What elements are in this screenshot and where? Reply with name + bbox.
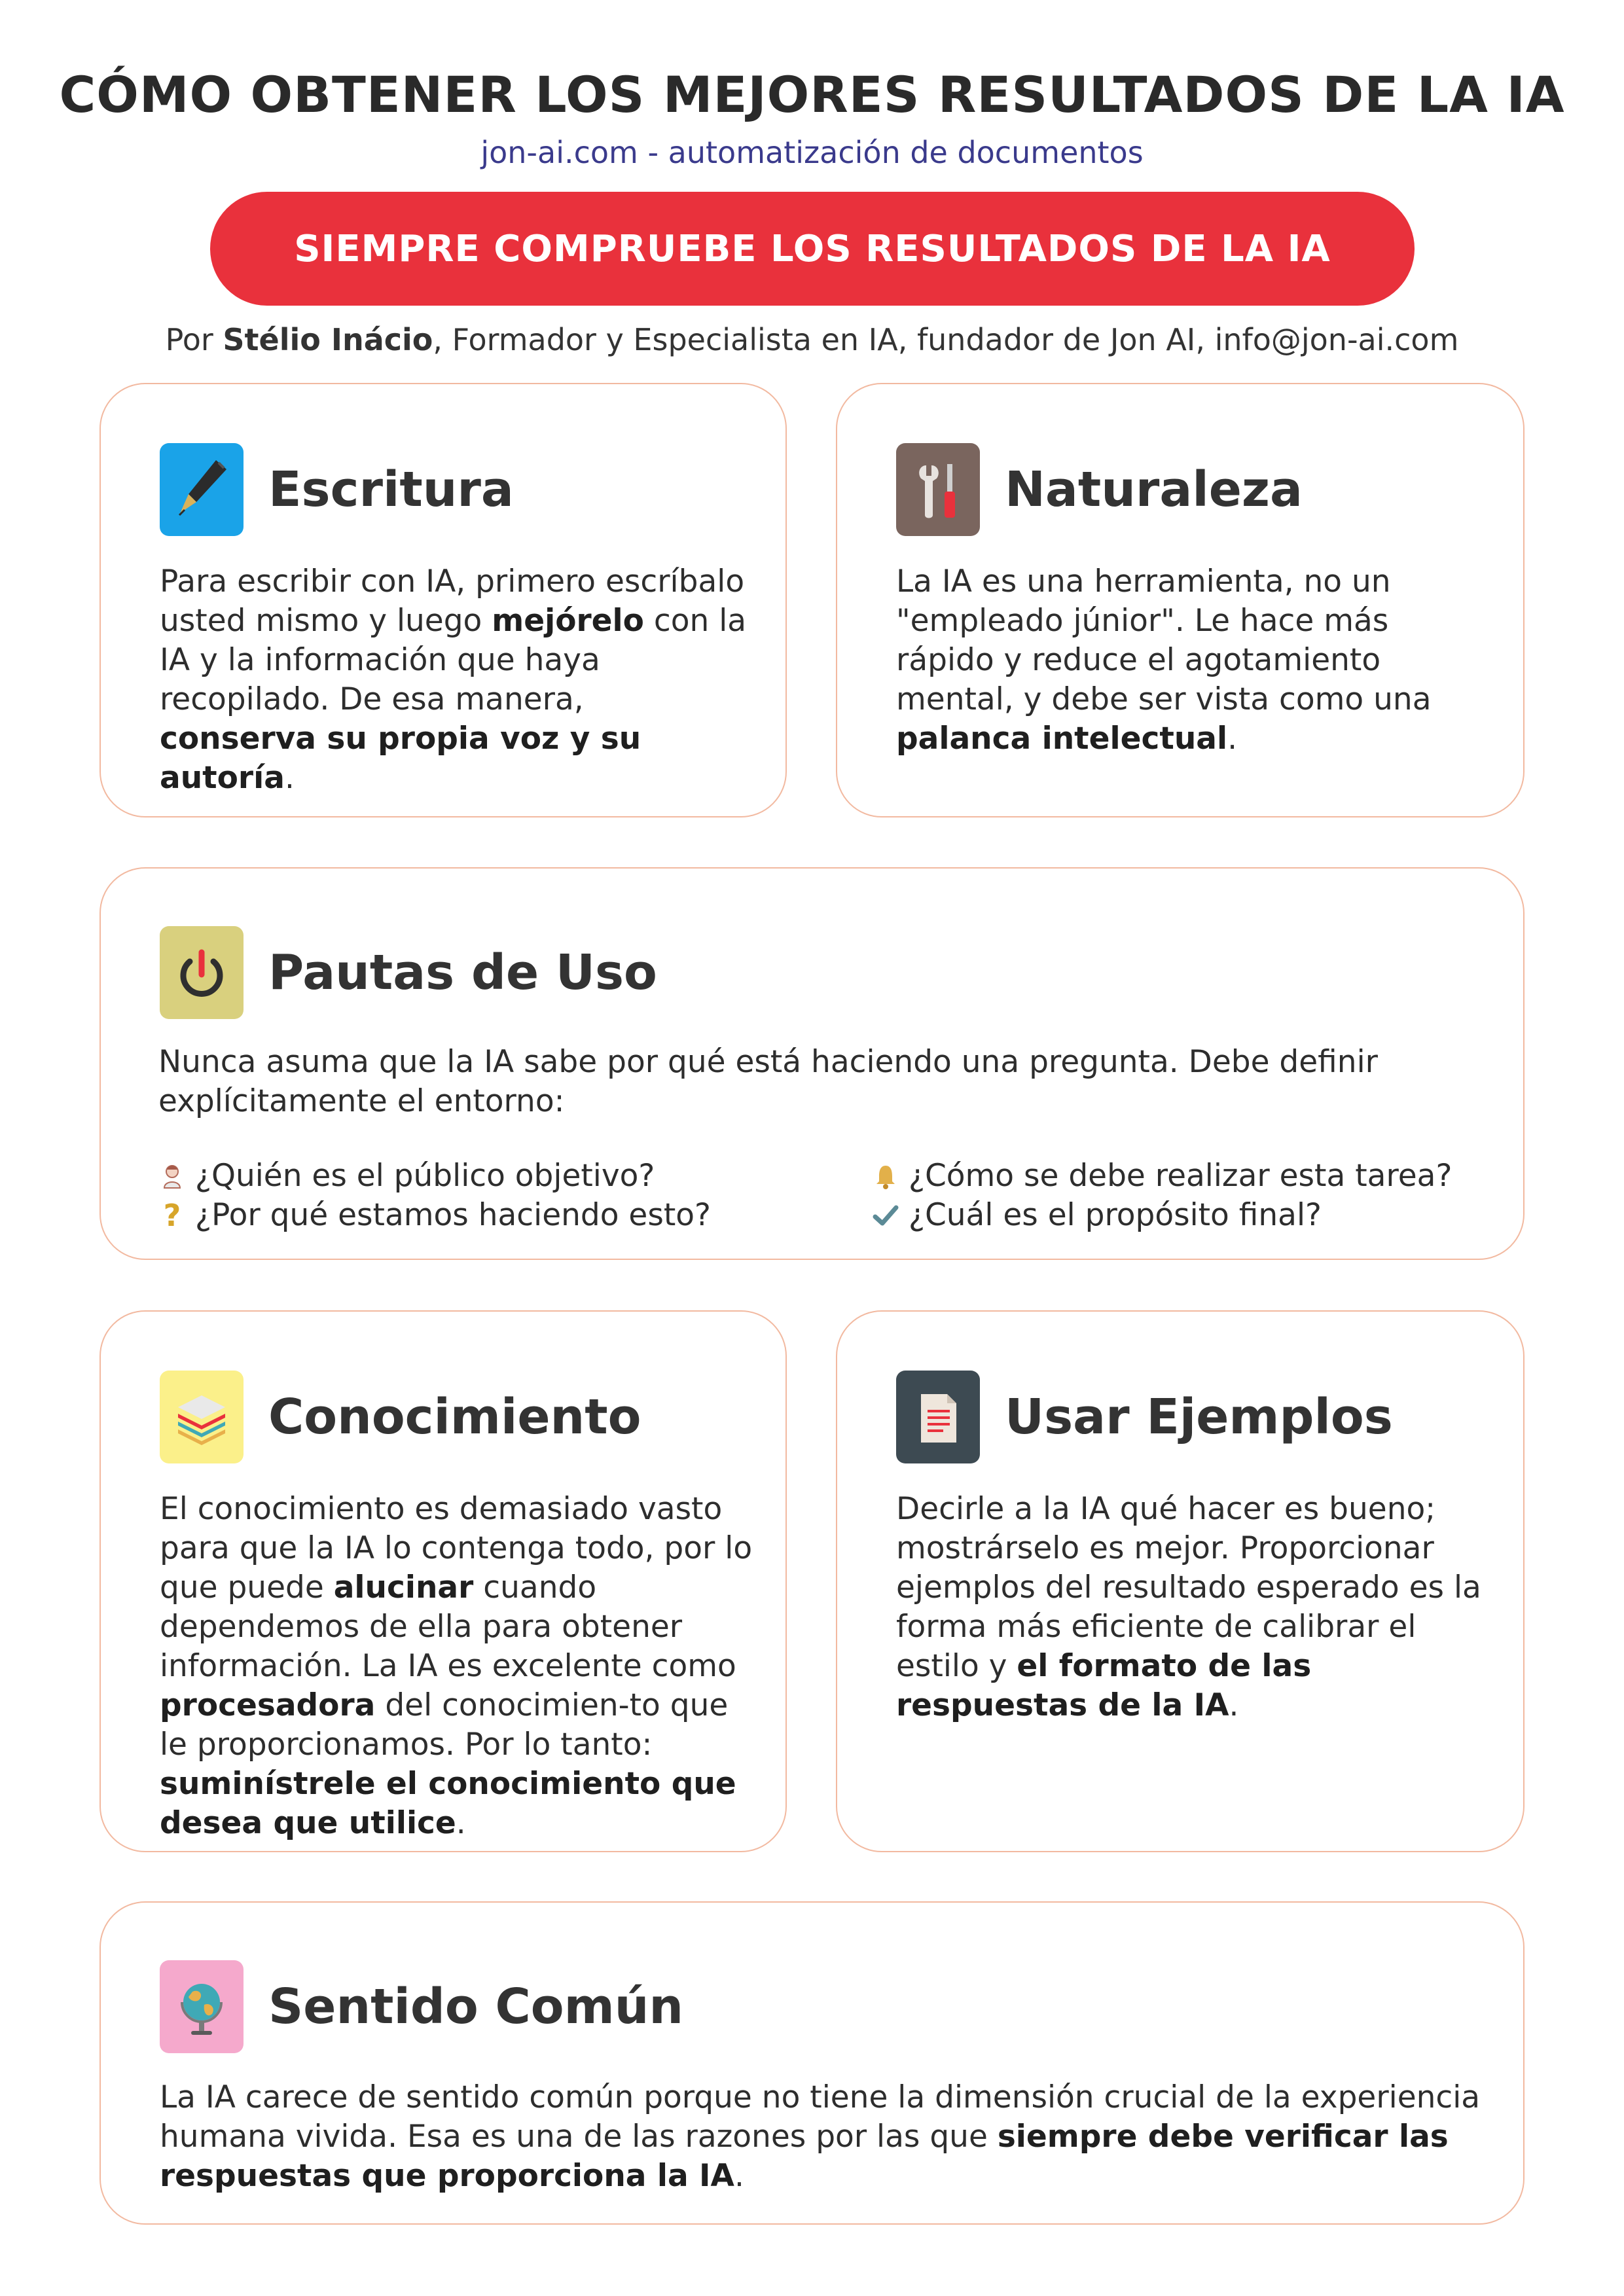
byline-prefix: Por [165, 322, 223, 357]
tools-icon [896, 443, 980, 536]
card-naturaleza-title: Naturaleza [1005, 461, 1303, 518]
bell-icon [872, 1162, 899, 1190]
question-text: ¿Por qué estamos haciendo esto? [195, 1197, 711, 1233]
page-subtitle: jon-ai.com - automatización de documentos [480, 135, 1144, 170]
text-emphasis: procesadora [160, 1687, 376, 1723]
questions-right [872, 1157, 1452, 1235]
byline-author: Stélio Inácio [223, 322, 433, 357]
question-text: ¿Cómo se debe realizar esta tarea? [909, 1158, 1453, 1194]
question-text: ¿Quién es el público objetivo? [195, 1158, 655, 1194]
card-conocimiento-header [160, 1371, 641, 1463]
text-emphasis: palanca intelectual [896, 721, 1228, 757]
text-emphasis: mejórelo [492, 603, 644, 639]
text-segment: La IA es una herramienta, no un "empleado júnior". Le hace más rápido y reduce el agotamiento mental, y debe ser vista como una [896, 564, 1432, 717]
text-segment: Decirle a la IA qué hacer es bueno; mostrárselo es mejor. Proporcionar ejemplos del resultado esperado es la forma más eficiente de calibrar el estilo y [896, 1491, 1481, 1684]
text-segment: del conocimien-to que le proporcionamos. Por lo tanto: [160, 1687, 729, 1763]
text-segment: . [1229, 1687, 1239, 1723]
card-naturaleza [836, 383, 1525, 817]
byline-details: , Formador y Especialista en IA, fundador de Jon AI, info@jon-ai.com [433, 322, 1459, 357]
text-emphasis: alucinar [333, 1570, 474, 1605]
card-sentido-header [160, 1960, 683, 2053]
text-segment: . [1227, 721, 1238, 757]
card-ejemplos-text [896, 1490, 1498, 1725]
card-conocimiento-text [160, 1490, 762, 1843]
question-text: ¿Cuál es el propósito final? [909, 1197, 1322, 1233]
card-naturaleza-header [896, 443, 1303, 536]
questions-left [158, 1157, 711, 1235]
card-pautas-text: Nunca asuma que la IA sabe por qué está haciendo una pregunta. Debe definir explícitamente el entorno: [158, 1044, 1378, 1119]
question-item [872, 1157, 1452, 1196]
pen-nib-icon [160, 443, 244, 536]
question-item [872, 1196, 1452, 1235]
card-pautas-title: Pautas de Uso [268, 944, 657, 1001]
text-segment: . [456, 1805, 466, 1841]
document-icon [896, 1371, 980, 1463]
power-icon [160, 926, 244, 1019]
card-pautas-header [160, 926, 657, 1019]
text-segment: . [284, 760, 295, 796]
card-ejemplos [836, 1310, 1525, 1852]
text-segment: . [734, 2158, 744, 2194]
text-emphasis: suminístrele el conocimiento que desea que utilice [160, 1766, 736, 1841]
card-sentido-text [160, 2078, 1482, 2196]
text-emphasis: conserva su propia voz y su autoría [160, 721, 641, 796]
card-escritura-title: Escritura [268, 461, 514, 518]
text-emphasis: siempre debe verificar las respuestas que proporciona la IA [160, 2119, 1449, 2194]
card-ejemplos-header [896, 1371, 1393, 1463]
byline [0, 322, 1624, 357]
page-title: CÓMO OBTENER LOS MEJORES RESULTADOS DE LA IA [59, 65, 1565, 124]
text-segment: cuando dependemos de ella para obtener información. La IA es excelente como [160, 1570, 736, 1684]
text-segment: Para escribir con IA, primero escríbalo usted mismo y luego [160, 564, 745, 639]
card-naturaleza-text [896, 562, 1485, 759]
text-segment: con la IA y la información que haya recopilado. De esa manera, [160, 603, 747, 717]
card-sentido [99, 1901, 1525, 2225]
text-segment: El conocimiento es demasiado vasto para que la IA lo contenga todo, por lo que puede [160, 1491, 753, 1605]
question-icon: ? [163, 1198, 181, 1233]
globe-icon [160, 1960, 244, 2053]
warning-banner: SIEMPRE COMPRUEBE LOS RESULTADOS DE LA IA [210, 192, 1415, 306]
card-ejemplos-title: Usar Ejemplos [1005, 1389, 1393, 1445]
card-sentido-title: Sentido Común [268, 1979, 684, 2035]
check-icon [872, 1202, 899, 1229]
card-conocimiento [99, 1310, 787, 1852]
card-escritura-text [160, 562, 749, 798]
person-icon [158, 1162, 186, 1190]
text-segment: La IA carece de sentido común porque no tiene la dimensión crucial de la experiencia humana vivida. Esa es una de las razones por las que [160, 2079, 1481, 2155]
card-escritura-header [160, 443, 514, 536]
layers-icon [160, 1371, 244, 1463]
card-conocimiento-title: Conocimiento [268, 1389, 641, 1445]
card-pautas [99, 867, 1525, 1260]
text-emphasis: el formato de las respuestas de la IA [896, 1648, 1312, 1723]
card-escritura [99, 383, 787, 817]
question-item [158, 1157, 711, 1196]
question-item [158, 1196, 711, 1235]
